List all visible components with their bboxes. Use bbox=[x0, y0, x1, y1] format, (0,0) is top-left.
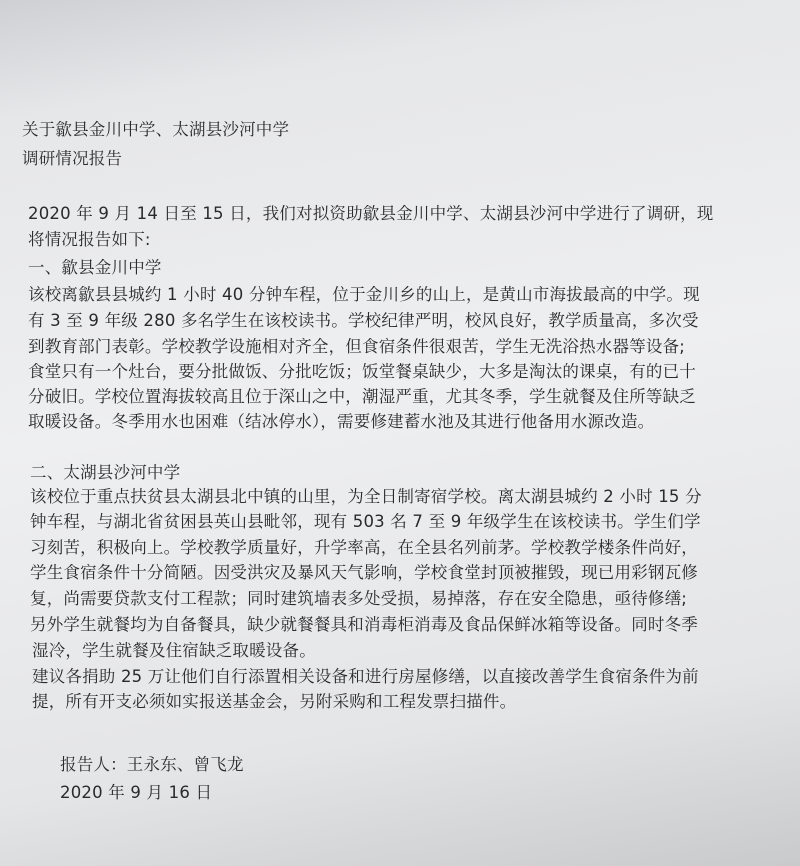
section1-line: 分破旧。学校位置海拔较高且位于深山之中，潮湿严重，尤其冬季，学生就餐及住所等缺乏 bbox=[28, 387, 696, 406]
section1-line: 食堂只有一个灶台，要分批做饭、分批吃饭；饭堂餐桌缺少，大多是淘汰的课桌，有的已十 bbox=[28, 362, 696, 381]
report-date: 2020 年 9 月 16 日 bbox=[60, 783, 213, 802]
section1-line: 该校离歙县县城约 1 小时 40 分钟车程，位于金川乡的山上，是黄山市海拔最高的中学。现 bbox=[28, 285, 700, 304]
reporter-line: 报告人：王永东、曾飞龙 bbox=[60, 755, 244, 774]
title-line-1: 关于歙县金川中学、太湖县沙河中学 bbox=[22, 120, 290, 139]
section2-line: 湿冷，学生就餐及住宿缺乏取暖设备。 bbox=[32, 641, 316, 660]
section2-line: 学生食宿条件十分简陋。因受洪灾及暴风天气影响，学校食堂封顶被摧毁，现已用彩钢瓦修 bbox=[30, 563, 698, 582]
section2-line: 复，尚需要贷款支付工程款；同时建筑墙表多处受损，易掉落，存在安全隐患，亟待修缮; bbox=[30, 589, 688, 608]
section1-heading: 一、歙县金川中学 bbox=[28, 258, 162, 277]
section2-line: 另外学生就餐均为自备餐具，缺少就餐餐具和消毒柜消毒及食品保鲜冰箱等设备。同时冬季 bbox=[30, 615, 698, 634]
section1-line: 取暖设备。冬季用水也困难（结冰停水），需要修建蓄水池及其进行他备用水源改造。 bbox=[28, 412, 655, 431]
section2-line: 建议各捐助 25 万让他们自行添置相关设备和进行房屋修缮，以直接改善学生食宿条件为前 bbox=[32, 667, 699, 686]
section2-line: 提，所有开支必须如实报送基金会，另附采购和工程发票扫描件。 bbox=[32, 692, 517, 711]
section2-line: 钟车程，与湖北省贫困县英山县毗邻，现有 503 名 7 至 9 年级学生在该校读书。学生们学 bbox=[30, 512, 701, 531]
intro-line: 将情况报告如下: bbox=[28, 230, 151, 249]
section1-line: 到教育部门表彰。学校教学设施相对齐全，但食宿条件很艰苦，学生无洗浴热水器等设备; bbox=[28, 337, 686, 356]
title-line-2: 调研情况报告 bbox=[22, 149, 123, 168]
section2-line: 该校位于重点扶贫县太湖县北中镇的山里，为全日制寄宿学校。离太湖县城约 2 小时 15 分 bbox=[30, 487, 702, 506]
section2-heading: 二、太湖县沙河中学 bbox=[30, 463, 181, 482]
section2-line: 习刻苦，积极向上。学校教学质量好，升学率高，在全县名列前茅。学校教学楼条件尚好， bbox=[30, 538, 698, 557]
section1-line: 有 3 至 9 年级 280 多名学生在该校读书。学校纪律严明，校风良好，教学质量高，多次受 bbox=[28, 311, 699, 330]
intro-line: 2020 年 9 月 14 日至 15 日，我们对拟资助歙县金川中学、太湖县沙河中学进行了调研，现 bbox=[28, 204, 714, 223]
